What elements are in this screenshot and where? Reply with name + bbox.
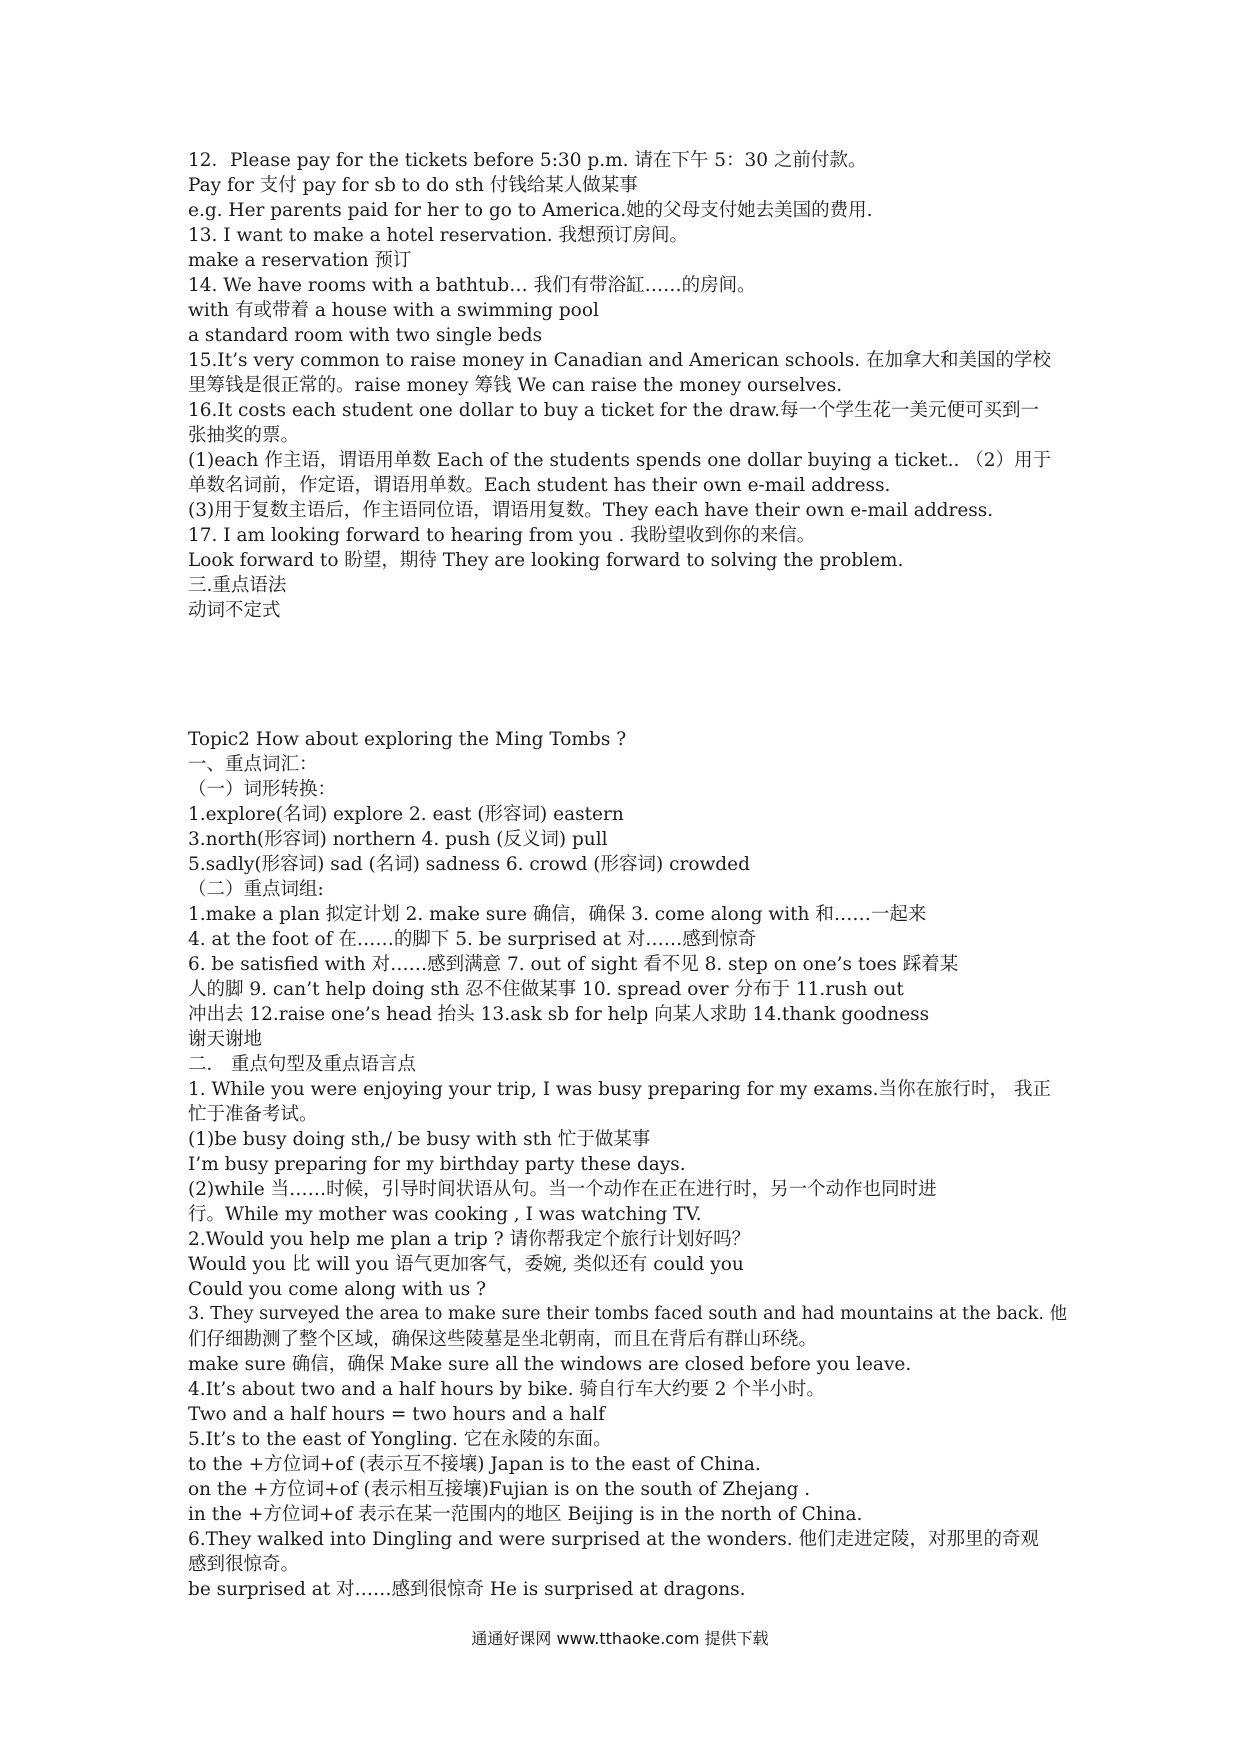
text-line: 3.north(形容词) northern 4. push (反义词) pull [188, 829, 608, 850]
text-line: 4. at the foot of 在……的脚下 5. be surprised at 对……感到惊奇 [188, 929, 757, 950]
text-line: to the +方位词+of (表示互不接壤) Japan is to the east of China. [188, 1454, 761, 1475]
text-line: 1.explore(名词) explore 2. east (形容词) eastern [188, 804, 624, 825]
text-line: 忙于准备考试。 [188, 1104, 318, 1125]
text-line: 张抽奖的票。 [188, 425, 300, 446]
text-line: Look forward to 盼望，期待 They are looking forward to solving the problem. [188, 550, 904, 571]
text-line: 13. I want to make a hotel reservation. 我想预订房间。 [188, 225, 689, 246]
text-line: Two and a half hours = two hours and a half [188, 1404, 606, 1425]
text-line: 二． 重点句型及重点语言点 [188, 1054, 416, 1075]
text-line: Would you 比 will you 语气更加客气，委婉, 类似还有 could you [188, 1254, 744, 1275]
text-line: (2)while 当……时候，引导时间状语从句。当一个动作在正在进行时，另一个动作也同时进 [188, 1179, 937, 1200]
text-line: Topic2 How about exploring the Ming Tombs ? [188, 729, 627, 750]
text-line: 6. be satisfied with 对……感到满意 7. out of sight 看不见 8. step on one’s toes 踩着某 [188, 954, 959, 975]
text-line: Could you come along with us ? [188, 1279, 487, 1300]
text-line: 5.sadly(形容词) sad (名词) sadness 6. crowd (形容词) crowded [188, 854, 750, 875]
text-line: make sure 确信，确保 Make sure all the windows are closed before you leave. [188, 1354, 912, 1375]
text-line: 1. While you were enjoying your trip, I was busy preparing for my exams.当你在旅行时， 我正 [188, 1079, 1051, 1100]
text-line: 12．Please pay for the tickets before 5:30 p.m. 请在下午 5：30 之前付款。 [188, 150, 867, 171]
text-line: 16.It costs each student one dollar to buy a ticket for the draw.每一个学生花一美元便可买到一 [188, 400, 1040, 421]
text-line: 1.make a plan 拟定计划 2. make sure 确信，确保 3. come along with 和……一起来 [188, 904, 927, 925]
text-line: （一）词形转换： [188, 779, 337, 800]
text-line: make a reservation 预订 [188, 250, 412, 271]
text-section-topic2 [188, 727, 1068, 1602]
text-line: 谢天谢地 [188, 1029, 263, 1050]
text-line: 2.Would you help me plan a trip ? 请你帮我定个旅行计划好吗？ [188, 1229, 751, 1250]
text-line: 人的脚 9. can’t help doing sth 忍不住做某事 10. spread over 分布于 11.rush out [188, 979, 904, 1000]
text-line: (3)用于复数主语后，作主语同位语，谓语用复数。They each have their own e-mail address. [188, 500, 994, 521]
text-line: 三.重点语法 [188, 575, 287, 596]
text-line: be surprised at 对……感到很惊奇 He is surprised at dragons. [188, 1579, 746, 1600]
text-line: 4.It’s about two and a half hours by bike. 骑自行车大约要 2 个半小时。 [188, 1379, 825, 1400]
text-line: on the +方位词+of (表示相互接壤)Fujian is on the south of Zhejang . [188, 1479, 811, 1500]
text-line: in the +方位词+of 表示在某一范围内的地区 Beijing is in the north of China. [188, 1504, 863, 1525]
text-line: I’m busy preparing for my birthday party these days. [188, 1154, 686, 1175]
text-line: 单数名词前，作定语，谓语用单数。Each student has their own e-mail address. [188, 475, 891, 496]
text-line: 一、重点词汇： [188, 754, 318, 775]
text-line: with 有或带着 a house with a swimming pool [188, 300, 599, 321]
text-line: 14. We have rooms with a bathtub… 我们有带浴缸……的房间。 [188, 275, 756, 296]
text-line: (1)each 作主语，谓语用单数 Each of the students spends one dollar buying a ticket.. （2）用于 [188, 450, 1052, 471]
text-line: 行。While my mother was cooking , I was watching TV. [188, 1204, 702, 1225]
text-line: 6.They walked into Dingling and were surprised at the wonders. 他们走进定陵，对那里的奇观 [188, 1529, 1040, 1550]
text-line: 3. They surveyed the area to make sure their tombs faced south and had mountains at the back. 他 [188, 1304, 1068, 1324]
text-line: Pay for 支付 pay for sb to do sth 付钱给某人做某事 [188, 175, 638, 196]
text-line: （二）重点词组: [188, 879, 324, 900]
text-line: (1)be busy doing sth,/ be busy with sth 忙于做某事 [188, 1129, 651, 1150]
text-line: 冲出去 12.raise one’s head 抬头 13.ask sb for help 向某人求助 14.thank goodness [188, 1004, 930, 1025]
text-section-top [188, 148, 1068, 623]
text-line: 感到很惊奇。 [188, 1554, 300, 1575]
text-line: 里筹钱是很正常的。raise money 筹钱 We can raise the money ourselves. [188, 375, 843, 396]
text-line: 15.It’s very common to raise money in Canadian and American schools. 在加拿大和美国的学校 [188, 350, 1052, 371]
text-line: e.g. Her parents paid for her to go to America.她的父母支付她去美国的费用. [188, 200, 873, 221]
text-line: 们仔细勘测了整个区域，确保这些陵墓是坐北朝南，而且在背后有群山环绕。 [188, 1329, 818, 1350]
text-line: 动词不定式 [188, 600, 281, 621]
text-line: 17. I am looking forward to hearing from you . 我盼望收到你的来信。 [188, 525, 816, 546]
text-line: 5.It’s to the east of Yongling. 它在永陵的东面。 [188, 1429, 612, 1450]
text-line: a standard room with two single beds [188, 325, 543, 346]
footer-credit: 通通好课网 www.tthaoke.com 提供下载 [471, 1629, 769, 1648]
